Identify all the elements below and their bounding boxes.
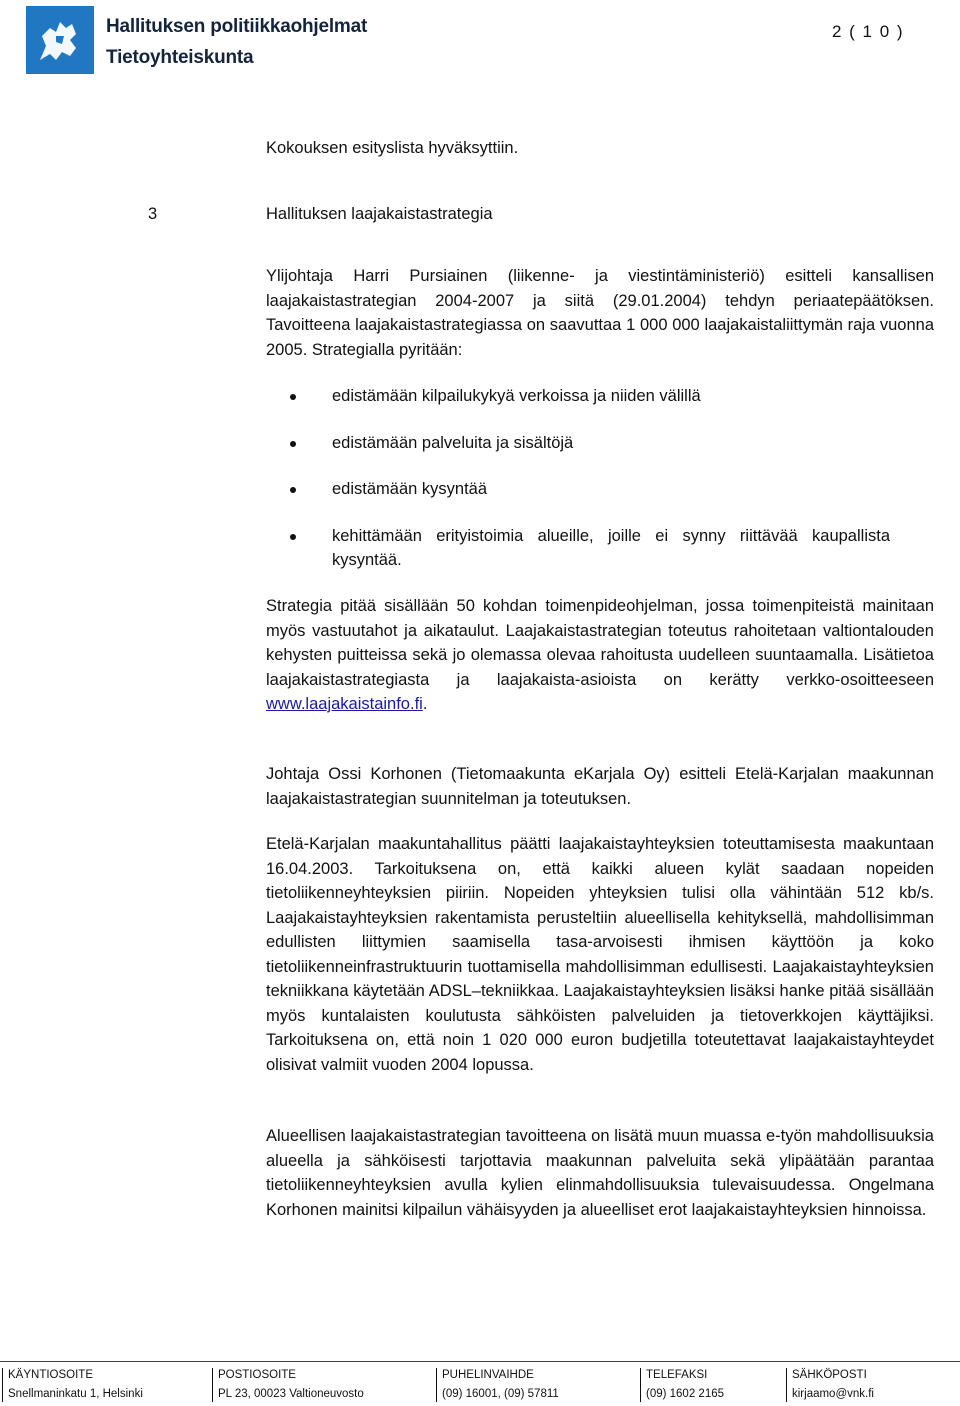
regional-strategy-paragraph: Alueellisen laajakaistastrategian tavoitteena on lisätä muun muassa e-työn mahdollisuuksia alueella ja sähköisesti tarjottavia maakunnan palveluita sekä ylipäätään parantaa tietoliikenneyhteyksien avulla kylien elinmahdollisuuksia tulevaisuudessa. Ongelmana Korhonen mainitsi kilpailun vähäisyyden ja alueelliset erot laajakaistayhteyksien hinnoissa.	[266, 1127, 934, 1219]
maakuntahallitus-paragraph: Etelä-Karjalan maakuntahallitus päätti laajakaistayhteyksien toteuttamisesta maakuntaan 16.04.2003. Tarkoituksena on, että kaikki alueen kylät saadaan nopeiden tietoliikenneyhteyksien piiriin. Nopeiden yhteyksien tulisi olla vähintään 512 kb/s. Laajakaistayhteyksien rakentamista perusteltiin alueellisella kehityksellä, mahdollisimman edullisten liittymien saamisella tasa-arvoisesti ihmisen käyttöön ja koko tietoliikenneinfrastruktuurin tuottamisella mahdollisimman edullisesti. Laajakaistayhteyksien tekniikkana käytetään ADSL–tekniikkaa. Laajakaistayhteyksien lisäksi hanke pitää sisällään myös kuntalaisten koulutusta sähköisten palveluiden ja tietoverkkojen käyttäjiksi. Tarkoituksena on, että noin 1 020 000 euron budjetilla toteutettavat laajakaistayhteydet olisivat valmiit vuoden 2004 lopussa.	[266, 835, 934, 1074]
org-logo	[26, 6, 368, 76]
list-item: edistämään palveluita ja sisältöjä	[290, 431, 890, 456]
section-number: 3	[148, 205, 158, 223]
intro-text: Ylijohtaja Harri Pursiainen (liikenne- ja viestintäministeriö) esitteli kansallisen laajakaistastrategian 2004-2007 ja siitä (29.01.2004) tehdyn periaatepäätöksen. Tavoitteena laajakaistastrategiassa on saavuttaa 1 000 000 laajakaistaliittymän raja vuonna 2005.	[266, 267, 934, 359]
laajakaistainfo-link[interactable]: www.laajakaistainfo.fi	[266, 695, 423, 713]
finnish-lion-emblem-icon	[26, 6, 94, 74]
strategy-goals-list	[290, 384, 890, 573]
bullet-icon	[290, 441, 296, 447]
page-footer	[0, 1361, 960, 1406]
org-name: Hallituksen politiikkaohjelmat	[106, 16, 368, 37]
list-item: edistämään kilpailukykyä verkoissa ja niiden välillä	[290, 384, 890, 409]
bullet-icon	[290, 487, 296, 493]
list-item: edistämään kysyntää	[290, 477, 890, 502]
korhonen-paragraph: Johtaja Ossi Korhonen (Tietomaakunta eKarjala Oy) esitteli Etelä-Karjalan maakunnan laajakaistastrategian suunnitelman ja toteutuksen.	[266, 765, 934, 808]
footer-postal-address: POSTIOSOITE PL 23, 00023 Valtioneuvosto	[212, 1368, 364, 1402]
footer-email: SÄHKÖPOSTI kirjaamo@vnk.fi	[786, 1368, 874, 1402]
section-title: Hallituksen laajakaistastrategia	[266, 205, 493, 223]
bullet-icon	[290, 394, 296, 400]
page-number: 2 ( 1 0 )	[832, 22, 905, 41]
list-item: kehittämään erityistoimia alueille, joille ei synny riittävää kaupallista kysyntää.	[290, 524, 890, 573]
intro-strategy-lead: Strategialla pyritään:	[311, 340, 463, 359]
bullet-icon	[290, 534, 296, 540]
footer-visiting-address: KÄYNTIOSOITE Snellmaninkatu 1, Helsinki	[2, 1368, 143, 1402]
strategy-paragraph: Strategia pitää sisällään 50 kohdan toimenpideohjelman, jossa toimenpiteistä mainitaan myös vastuutahot ja aikataulut. Laajakaistastrategian toteutus rahoitetaan valtiontalouden kehysten puitteissa sekä jo olemassa olevaa rahoitusta uudelleen suuntaamalla. Lisätietoa laajakaistastrategiasta ja laajakaista-asioista on kerätty verkko-osoitteeseen www.laajakaistainfo.fi.	[266, 597, 934, 713]
footer-switchboard: PUHELINVAIHDE (09) 16001, (09) 57811	[436, 1368, 559, 1402]
intro-block	[266, 264, 934, 362]
org-subtitle: Tietoyhteiskunta	[106, 47, 254, 68]
intro-paragraph	[266, 264, 934, 362]
agenda-approved-text: Kokouksen esityslista hyväksyttiin.	[266, 139, 519, 157]
footer-fax: TELEFAKSI (09) 1602 2165	[640, 1368, 724, 1402]
